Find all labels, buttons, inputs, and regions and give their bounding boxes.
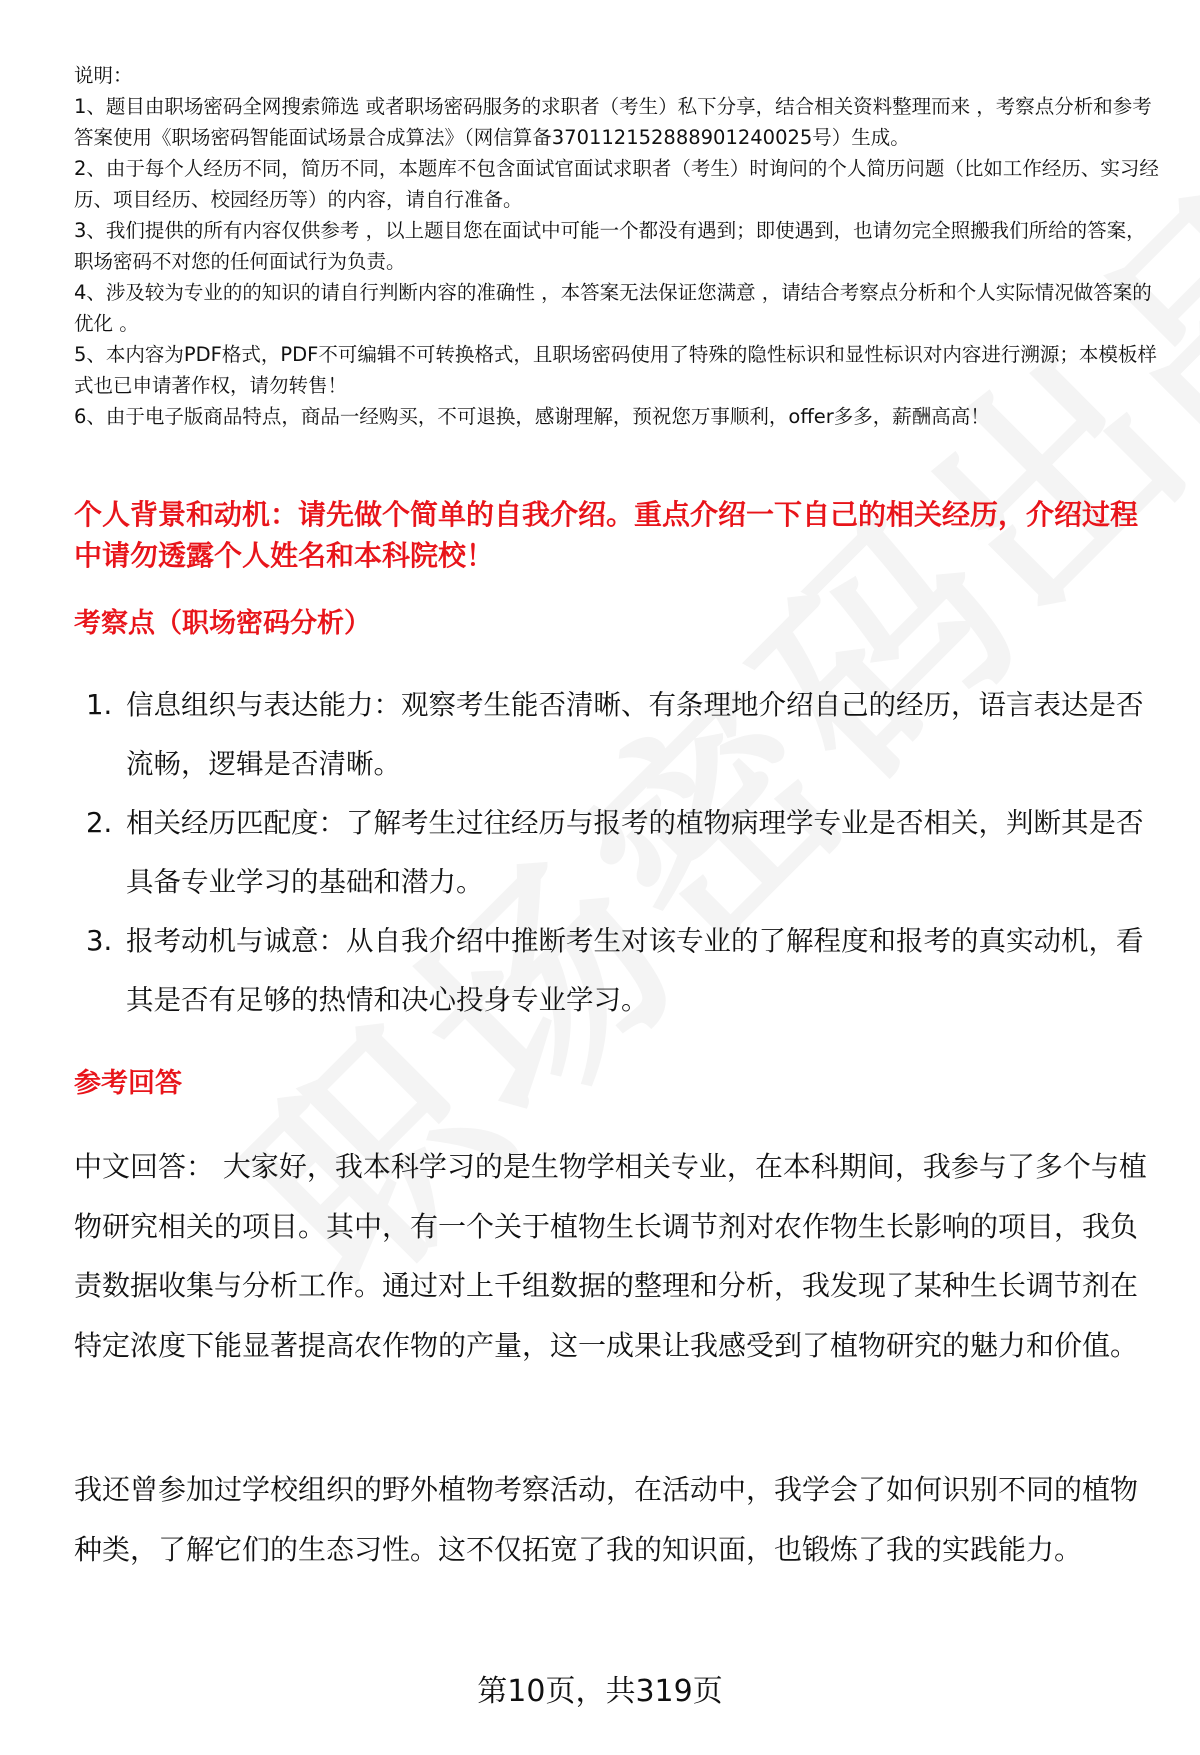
notes-section [74,60,1160,432]
note-item: 5、本内容为PDF格式，PDF不可编辑不可转换格式，且职场密码使用了特殊的隐性标识和显性标识对内容进行溯源；本模板样式也已申请著作权，请勿转售！ [74,343,1157,397]
answer-paragraph: 中文回答： 大家好，我本科学习的是生物学相关专业，在本科期间，我参与了多个与植物研究相关的项目。其中，有一个关于植物生长调节剂对农作物生长影响的项目，我负责数据收集与分析工作。通过对上千组数据的整理和分析，我发现了某种生长调节剂在特定浓度下能显著提高农作物的产量，这一成果让我感受到了植物研究的魅力和价值。 [74,1150,1147,1362]
question-title: 个人背景和动机：请先做个简单的自我介绍。重点介绍一下自己的相关经历，介绍过程中请勿透露个人姓名和本科院校！ [74,498,1139,572]
answer-paragraph: 我还曾参加过学校组织的野外植物考察活动，在活动中，我学会了如何识别不同的植物种类，了解它们的生态习性。这不仅拓宽了我的知识面，也锻炼了我的实践能力。 [74,1473,1139,1566]
analysis-point [74,676,1164,794]
analysis-point [74,912,1164,1030]
notes-title: 说明： [74,64,133,87]
point-number: 2. [86,807,113,839]
note-item: 1、题目由职场密码全网搜索筛选 或者职场密码服务的求职者（考生）私下分享，结合相关资料整理而来 ，考察点分析和参考答案使用《职场密码智能面试场景合成算法》（网信算备370112152888901240025号）生成。 [74,95,1152,149]
analysis-heading: 考察点（职场密码分析） [74,608,371,639]
note-item: 3、我们提供的所有内容仅供参考 ，以上题目您在面试中可能一个都没有遇到；即使遇到，也请勿完全照搬我们所给的答案，职场密码不对您的任何面试行为负责。 [74,219,1146,273]
reference-heading: 参考回答 [74,1068,182,1099]
point-text: 相关经历匹配度：了解考生过往经历与报考的植物病理学专业是否相关，判断其是否具备专业学习的基础和潜力。 [126,807,1144,898]
point-text: 信息组织与表达能力：观察考生能否清晰、有条理地介绍自己的经历，语言表达是否流畅，逻辑是否清晰。 [126,689,1144,780]
analysis-point [74,794,1164,912]
point-number: 1. [86,689,113,721]
page-number: 第10页，共319页 [477,1674,723,1709]
note-item: 4、涉及较为专业的的知识的请自行判断内容的准确性 ，本答案无法保证您满意 ，请结合考察点分析和个人实际情况做答案的优化 。 [74,281,1152,335]
note-item: 6、由于电子版商品特点，商品一经购买，不可退换，感谢理解，预祝您万事顺利，offer多多，薪酬高高！ [74,405,990,428]
point-number: 3. [86,925,113,957]
point-text: 报考动机与诚意：从自我介绍中推断考生对该专业的了解程度和报考的真实动机，看其是否有足够的热情和决心投身专业学习。 [126,925,1144,1016]
analysis-points [74,676,1164,1030]
note-item: 2、由于每个人经历不同，简历不同，本题库不包含面试官面试求职者（考生）时询问的个人简历问题（比如工作经历、实习经历、项目经历、校园经历等）的内容，请自行准备。 [74,157,1159,211]
